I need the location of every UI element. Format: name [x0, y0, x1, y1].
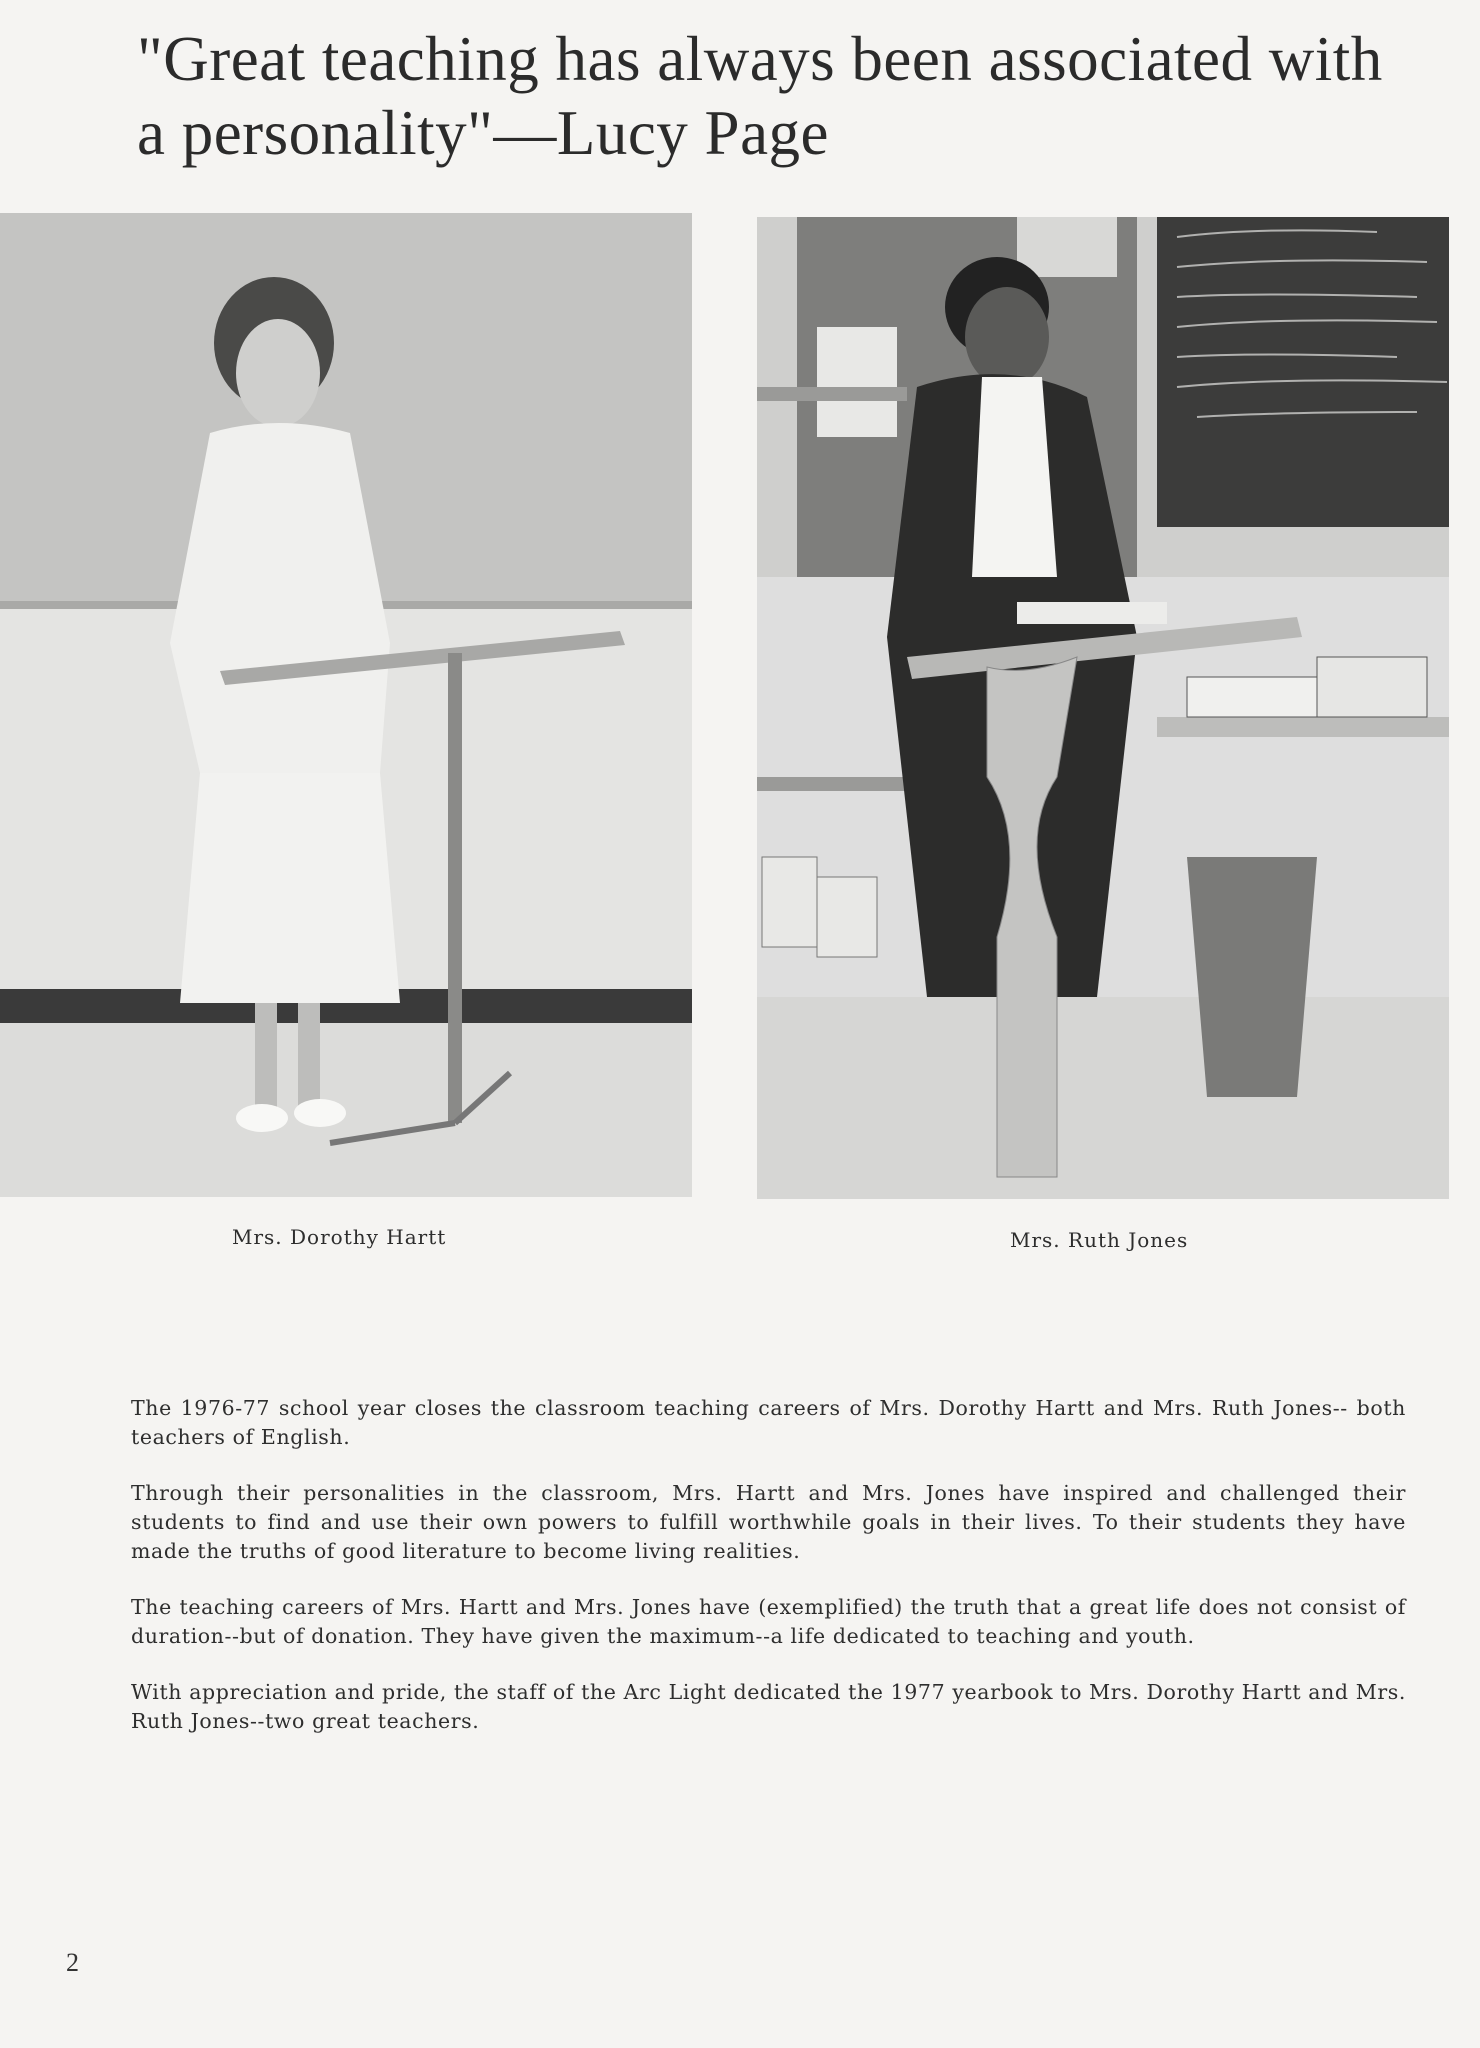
paragraph: The 1976-77 school year closes the classroom teaching careers of Mrs. Dorothy Hartt and Mrs. Ruth Jones-- both teachers of English.: [131, 1396, 1406, 1449]
page-headline: "Great teaching has always been associated with a personality"—Lucy Page: [137, 24, 1383, 168]
paragraph: The teaching careers of Mrs. Hartt and Mrs. Jones have (exemplified) the truth that a great life does not consist of duration--but of donation. They have given the maximum--a life dedicated to teaching and youth.: [131, 1595, 1406, 1648]
photo-dorothy-hartt: [0, 213, 692, 1197]
photo-caption-left: Mrs. Dorothy Hartt: [232, 1225, 447, 1249]
dedication-text: [131, 1394, 1406, 1763]
paragraph: Through their personalities in the classroom, Mrs. Hartt and Mrs. Jones have inspired and challenged their students to find and use their own powers to fulfill worthwhile goals in their lives. To their students they have made the truths of good literature to become living realities.: [131, 1481, 1406, 1563]
paragraph: With appreciation and pride, the staff of the Arc Light dedicated the 1977 yearbook to Mrs. Dorothy Hartt and Mrs. Ruth Jones--two great teachers.: [131, 1680, 1406, 1733]
photo-ruth-jones: [757, 217, 1449, 1199]
page-number: 2: [66, 1948, 79, 1977]
teacher-photo-right: [757, 217, 1449, 1199]
teacher-photo-left: [0, 213, 692, 1197]
photo-caption-right: Mrs. Ruth Jones: [1010, 1228, 1189, 1252]
